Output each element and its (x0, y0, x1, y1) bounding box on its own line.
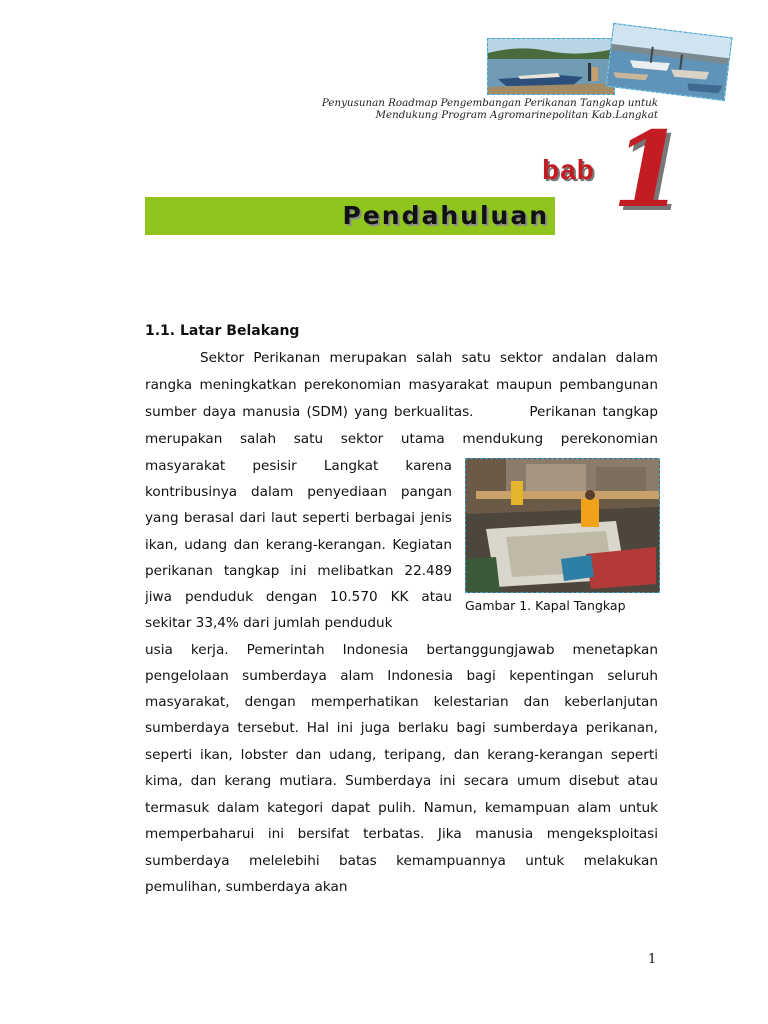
chapter-label: bab (542, 154, 595, 185)
body-line: pemulihan, sumberdaya akan (145, 879, 348, 895)
body-line: Sektor Perikanan merupakan salah satu sektor andalan dalam (200, 350, 658, 366)
page-number: 1 (648, 952, 657, 967)
body-line: kima, dan kerang mutiara. Sumberdaya ini secara umum disebut atau (145, 773, 658, 789)
body-line: masyarakat pesisir Langkat karena (145, 458, 452, 474)
body-line: pengelolaan sumberdaya alam Indonesia bagi kepentingan seluruh (145, 668, 658, 684)
document-header-line-2: Mendukung Program Agromarinepolitan Kab.Langkat (375, 109, 658, 121)
header-photo-boat (487, 38, 615, 95)
body-line: sumber daya manusia (SDM) yang berkualitas. Perikanan tangkap (145, 404, 658, 420)
body-line: yang berasal dari laut seperti berbagai jenis (145, 510, 452, 526)
body-line: usia kerja. Pemerintah Indonesia bertanggungjawab menetapkan (145, 642, 658, 658)
body-line: merupakan salah satu sektor utama mendukung perekonomian (145, 431, 658, 447)
chapter-number: 1 (612, 108, 685, 231)
body-line: sumberdaya tersebut. Hal ini juga berlaku bagi sumberdaya perikanan, (145, 720, 658, 736)
body-line: jiwa penduduk dengan 10.570 KK atau (145, 589, 452, 605)
figure-photo-fishing-boat (465, 458, 660, 593)
body-line: sekitar 33,4% dari jumlah penduduk (145, 615, 393, 631)
figure-caption: Gambar 1. Kapal Tangkap (465, 598, 626, 613)
body-line: termasuk dalam kategori dapat pulih. Namun, kemampuan alam untuk (145, 800, 658, 816)
document-header-line-1: Penyusunan Roadmap Pengembangan Perikanan Tangkap untuk (321, 97, 658, 109)
body-line: seperti ikan, lobster dan udang, teripang, dan kerang-kerangan seperti (145, 747, 658, 763)
section-heading: 1.1. Latar Belakang (145, 323, 300, 339)
body-line: ikan, udang dan kerang-kerangan. Kegiatan (145, 537, 452, 553)
body-line: rangka meningkatkan perekonomian masyarakat maupun pembangunan (145, 377, 658, 393)
body-line: perikanan tangkap ini melibatkan 22.489 (145, 563, 452, 579)
body-line: masyarakat, dengan memperhatikan kelestarian dan keberlanjutan (145, 694, 658, 710)
header-photo-harbor (606, 23, 733, 101)
chapter-title: Pendahuluan (342, 201, 549, 230)
body-line: sumberdaya melelebihi batas kemampuannya untuk melakukan (145, 853, 658, 869)
chapter-title-bar (145, 197, 555, 235)
body-line: memperbaharui ini bersifat terbatas. Jika manusia mengeksploitasi (145, 826, 658, 842)
body-line: kontribusinya dalam penyediaan pangan (145, 484, 452, 500)
